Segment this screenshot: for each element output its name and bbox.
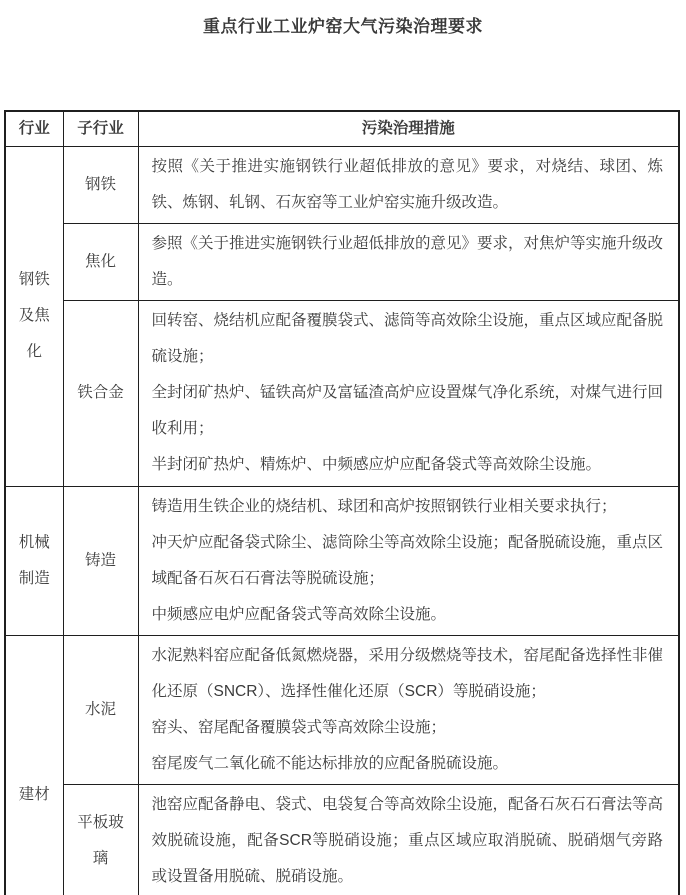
table-row — [5, 300, 679, 486]
industry-cell: 建材 — [5, 635, 63, 895]
table-header — [5, 111, 679, 146]
sub-industry-cell: 铁合金 — [63, 300, 138, 486]
industry-cell: 钢铁及焦化 — [5, 146, 63, 486]
measure-paragraph: 池窑应配备静电、袋式、电袋复合等高效除尘设施，配备石灰石石膏法等高效脱硫设施，配备SCR等脱硝设施；重点区域应取消脱硫、脱硝烟气旁路或设置备用脱硫、脱硝设施。 — [151, 795, 664, 885]
header-measures: 污染治理措施 — [138, 111, 679, 146]
sub-industry-cell: 焦化 — [63, 223, 138, 300]
measure-paragraph: 全封闭矿热炉、锰铁高炉及富锰渣高炉应设置煤气净化系统，对煤气进行回收利用； — [151, 384, 664, 437]
measures-cell — [138, 784, 679, 895]
measures-cell — [138, 300, 679, 486]
page-title: 重点行业工业炉窑大气污染治理要求 — [203, 17, 483, 36]
industry-cell: 机械制造 — [5, 486, 63, 635]
measures-cell — [138, 146, 679, 223]
measures-cell — [138, 223, 679, 300]
measure-paragraph: 中频感应电炉应配备袋式等高效除尘设施。 — [151, 605, 447, 623]
header-sub-industry: 子行业 — [63, 111, 138, 146]
header-industry: 行业 — [5, 111, 63, 146]
measure-paragraph: 铸造用生铁企业的烧结机、球团和高炉按照钢铁行业相关要求执行； — [151, 497, 617, 515]
measures-cell — [138, 635, 679, 784]
measure-paragraph: 水泥熟料窑应配备低氮燃烧器，采用分级燃烧等技术，窑尾配备选择性非催化还原（SNCR）、选择性催化还原（SCR）等脱硝设施； — [151, 646, 664, 700]
table-header-row — [5, 111, 679, 146]
table-body — [5, 146, 679, 895]
requirements-table — [4, 110, 680, 895]
measure-paragraph: 按照《关于推进实施钢铁行业超低排放的意见》要求，对烧结、球团、炼铁、炼钢、轧钢、石灰窑等工业炉窑实施升级改造。 — [151, 157, 663, 211]
table-row — [5, 223, 679, 300]
measure-paragraph: 半封闭矿热炉、精炼炉、中频感应炉应配备袋式等高效除尘设施。 — [151, 456, 602, 473]
table-row — [5, 635, 679, 784]
sub-industry-cell: 钢铁 — [63, 146, 138, 223]
table-row — [5, 486, 679, 635]
measure-paragraph: 冲天炉应配备袋式除尘、滤筒除尘等高效除尘设施；配备脱硫设施，重点区域配备石灰石石膏法等脱硫设施； — [151, 533, 664, 587]
measure-paragraph: 窑尾废气二氧化硫不能达标排放的应配备脱硫设施。 — [151, 754, 509, 772]
table-row — [5, 146, 679, 223]
measures-cell — [138, 486, 679, 635]
sub-industry-cell: 水泥 — [63, 635, 138, 784]
sub-industry-cell: 铸造 — [63, 486, 138, 635]
measure-paragraph: 回转窑、烧结机应配备覆膜袋式、滤筒等高效除尘设施，重点区域应配备脱硫设施； — [151, 312, 664, 365]
measure-paragraph: 窑头、窑尾配备覆膜袋式等高效除尘设施； — [151, 718, 447, 736]
sub-industry-cell: 平板玻璃 — [63, 784, 138, 895]
measure-paragraph: 参照《关于推进实施钢铁行业超低排放的意见》要求，对焦炉等实施升级改造。 — [151, 234, 664, 288]
table-row — [5, 784, 679, 895]
